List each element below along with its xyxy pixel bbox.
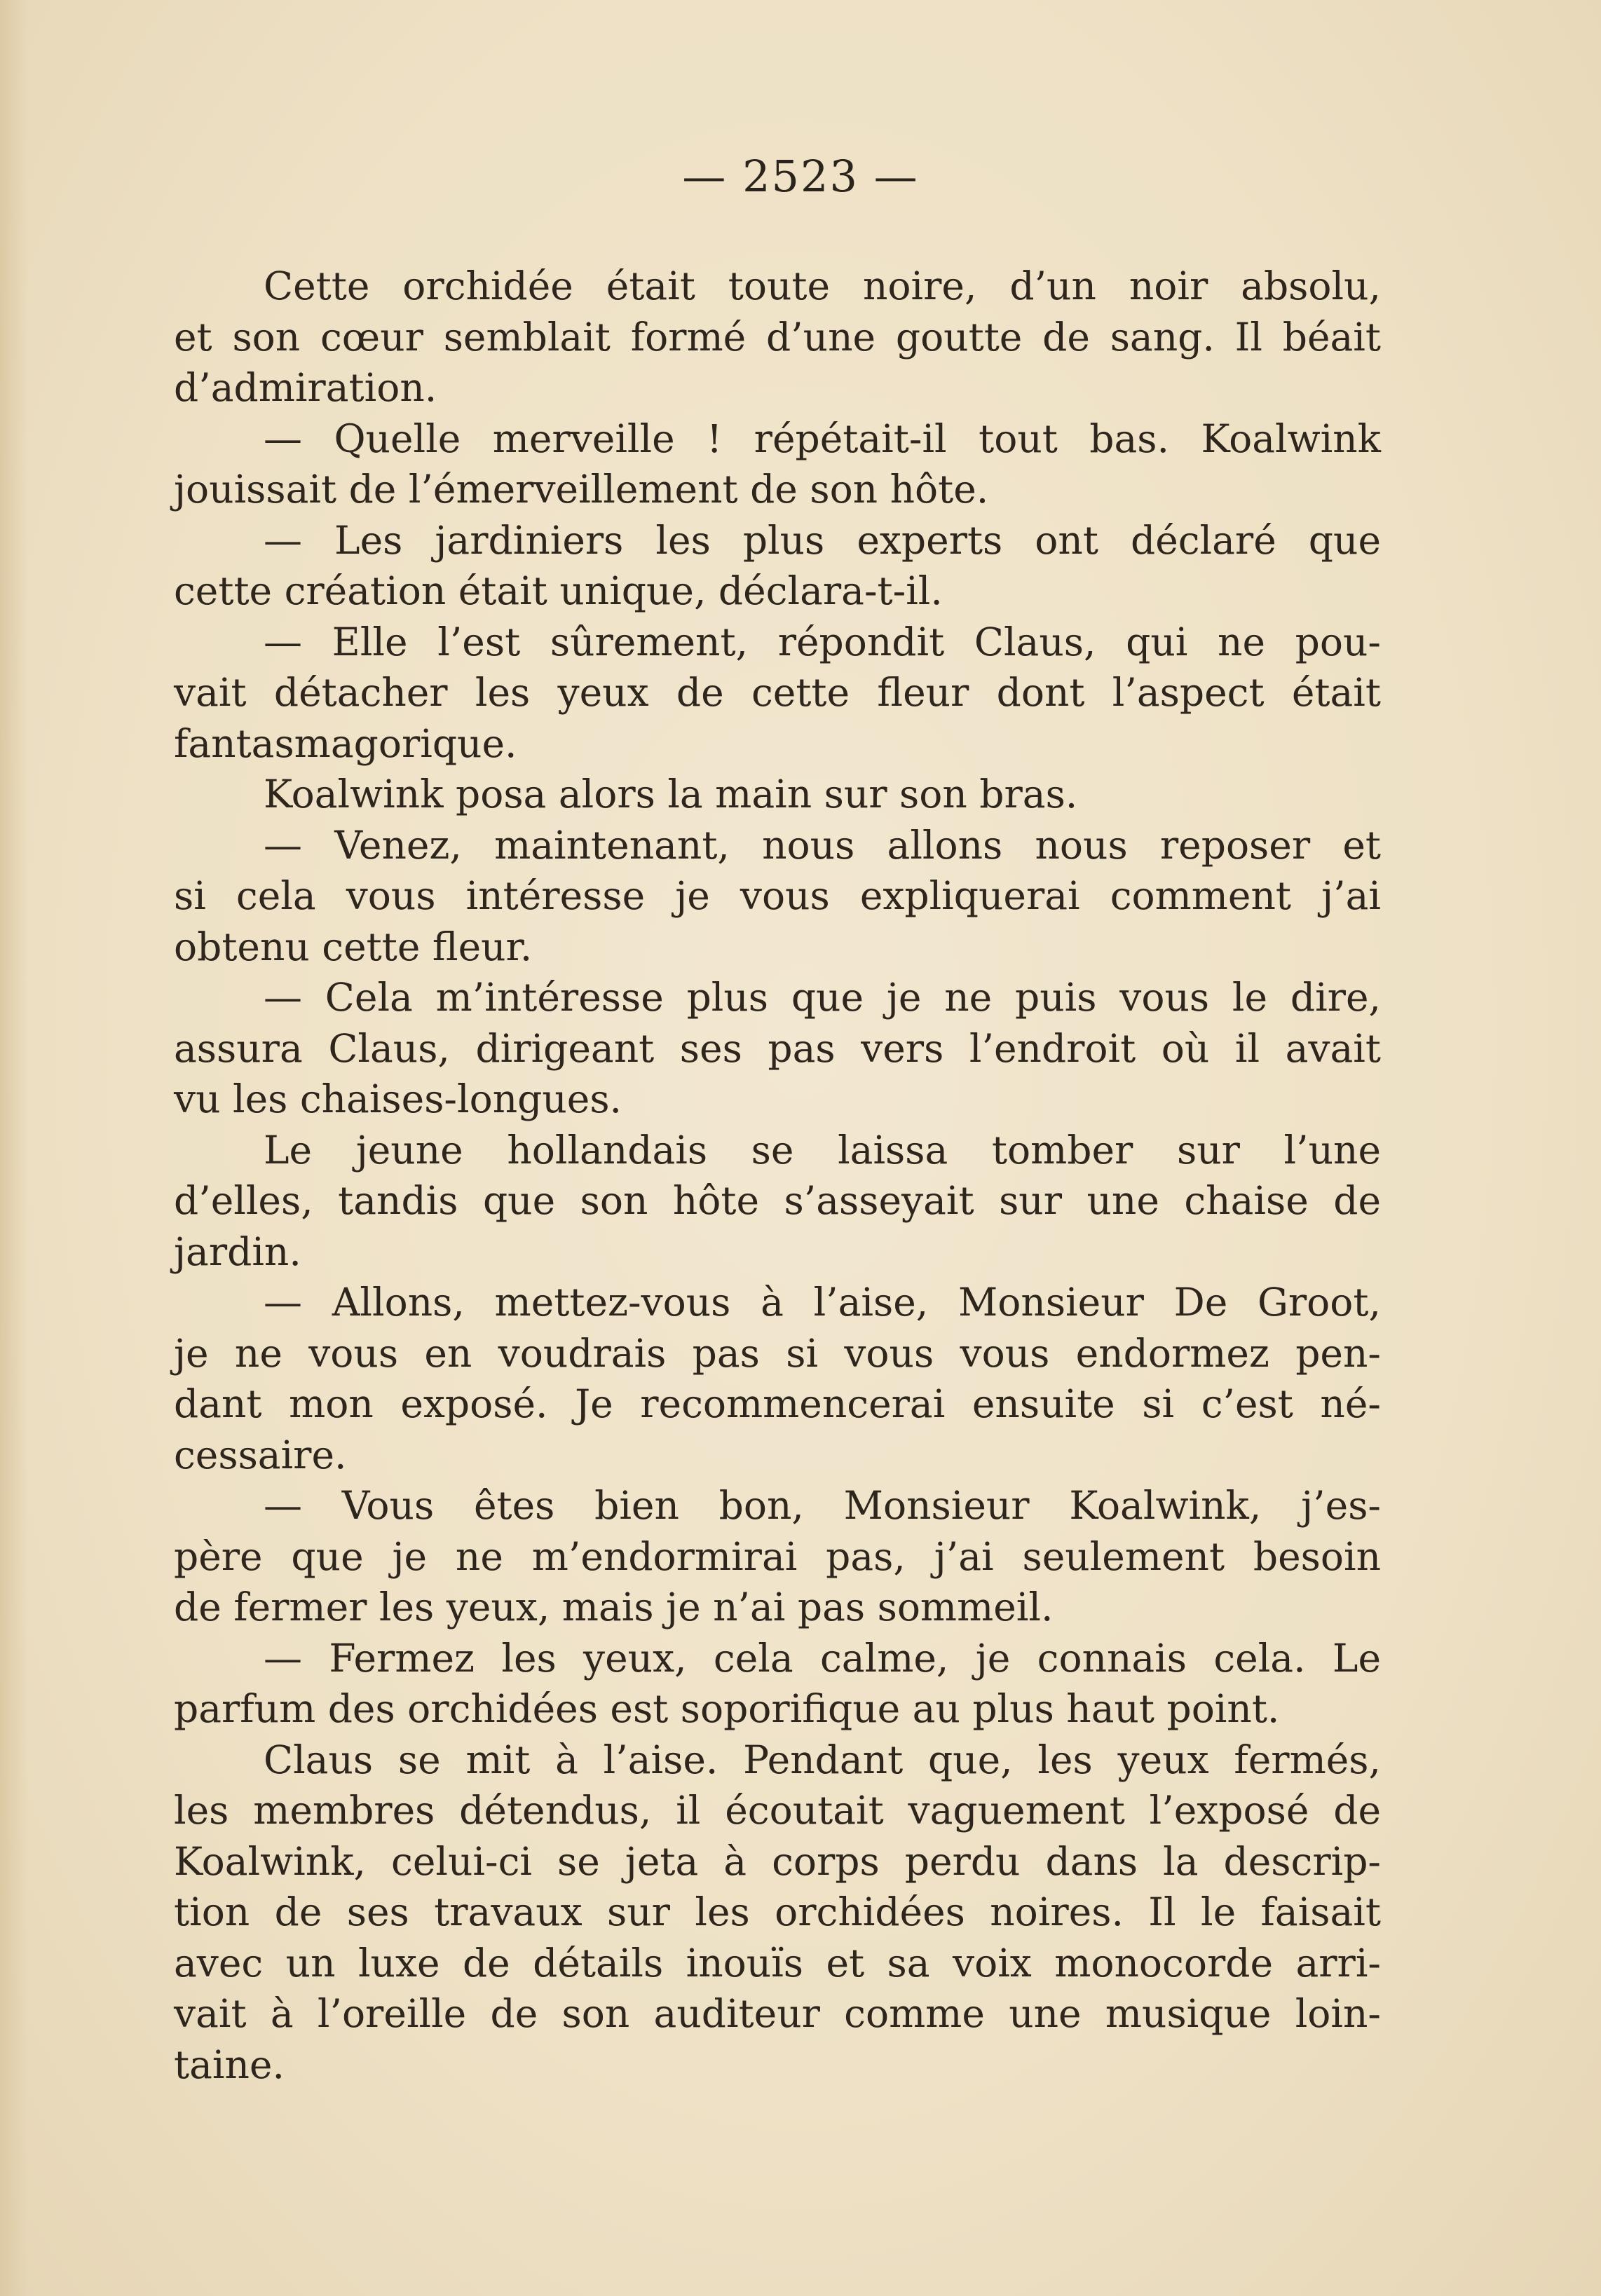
text-line: assura Claus, dirigeant ses pas vers l’endroit où il avait [174,1025,1381,1071]
text-line: tion de ses travaux sur les orchidées noires. Il le faisait [174,1890,1381,1934]
text-line: — Cela m’intéresse plus que je ne puis vous le dire, [264,975,1381,1020]
text-line: jardin. [174,1229,301,1274]
text-line: d’elles, tandis que son hôte s’asseyait sur une chaise de [174,1178,1381,1223]
text-line: de fermer les yeux, mais je n’ai pas sommeil. [174,1585,1054,1629]
text-line: et son cœur semblait formé d’une goutte de sang. Il béait [174,314,1381,360]
text-line: les membres détendus, il écoutait vaguement l’exposé de [174,1788,1381,1833]
text-line: — Allons, mettez-vous à l’aise, Monsieur De Groot, [264,1280,1381,1325]
text-line: obtenu cette fleur. [174,924,533,969]
text-line: Koalwink posa alors la main sur son bras. [264,772,1078,816]
page-edge-shadow [0,0,28,2296]
text-line: — Les jardiniers les plus experts ont déclaré que [264,517,1381,563]
text-line: — Elle l’est sûrement, répondit Claus, qui ne pou- [264,619,1381,664]
text-line: fantasmagorique. [174,720,517,766]
text-line: parfum des orchidées est soporifique au plus haut point. [174,1686,1280,1731]
text-line: si cela vous intéresse je vous expliquerai comment j’ai [174,873,1381,918]
text-line: — Venez, maintenant, nous allons nous reposer et [264,822,1381,868]
text-line: Cette orchidée était toute noire, d’un noir absolu, [264,264,1381,308]
text-line: je ne vous en voudrais pas si vous vous endormez pen- [174,1330,1381,1376]
text-line: taine. [174,2042,285,2087]
text-line: jouissait de l’émerveillement de son hôte. [174,467,989,512]
page-number-header: — 2523 — [682,151,919,202]
text-line: vu les chaises-longues. [174,1077,622,1121]
page-body-text [174,261,1381,2090]
text-line: avec un luxe de détails inouïs et sa voix monocorde arri- [174,1940,1381,1986]
text-line: vait détacher les yeux de cette fleur dont l’aspect était [174,670,1381,715]
text-line: dant mon exposé. Je recommencerai ensuite si c’est né- [174,1381,1381,1426]
text-line: Le jeune hollandais se laissa tomber sur l’une [264,1127,1381,1173]
text-line: Koalwink, celui-ci se jeta à corps perdu dans la descrip- [174,1838,1381,1884]
text-line: d’admiration. [174,365,437,410]
text-line: cessaire. [174,1432,347,1477]
text-line: père que je ne m’endormirai pas, j’ai seulement besoin [174,1533,1381,1579]
text-line: — Vous êtes bien bon, Monsieur Koalwink, j’es- [264,1483,1381,1528]
text-line: — Fermez les yeux, cela calme, je connais cela. Le [264,1635,1381,1681]
text-line: vait à l’oreille de son auditeur comme une musique loin- [174,1991,1381,2036]
text-line: Claus se mit à l’aise. Pendant que, les yeux fermés, [264,1737,1381,1782]
text-line: — Quelle merveille ! répétait-il tout bas. Koalwink [264,416,1381,461]
text-line: cette création était unique, déclara-t-il. [174,568,943,613]
